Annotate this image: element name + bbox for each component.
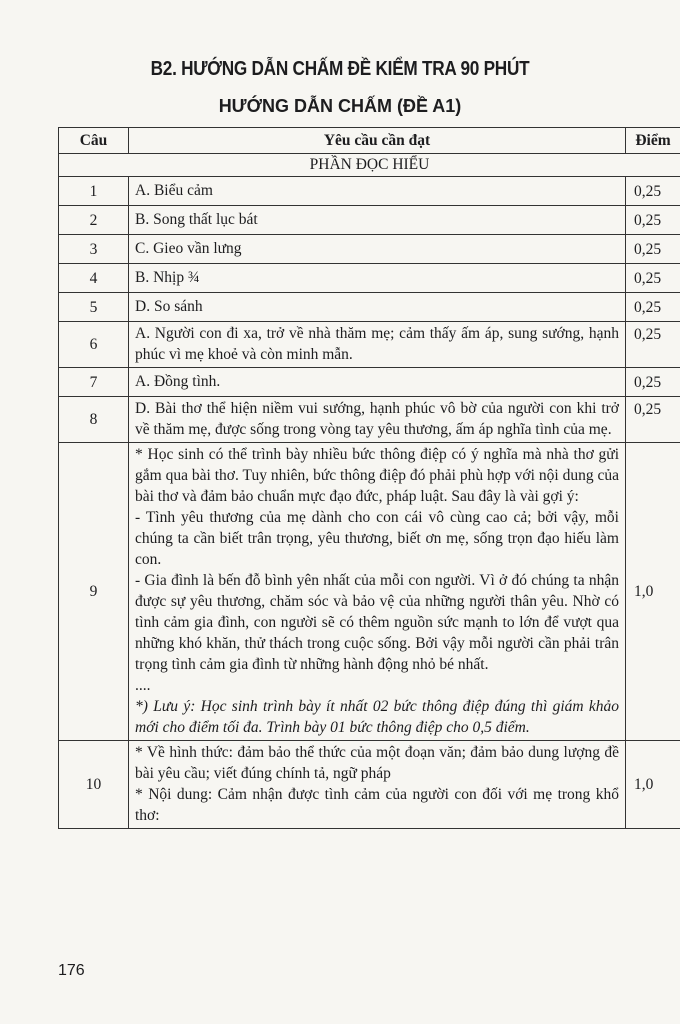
score: 0,25: [626, 177, 680, 206]
question-number: 9: [59, 443, 129, 741]
table-row: [59, 368, 680, 397]
header-diem: Điểm: [626, 128, 680, 154]
answer-text: [129, 741, 626, 829]
score: 0,25: [626, 397, 680, 443]
answer-text: A. Người con đi xa, trở về nhà thăm mẹ; cảm thấy ấm áp, sung sướng, hạnh phúc vì mẹ khoẻ và còn minh mẫn.: [129, 322, 626, 368]
table-row: [59, 293, 680, 322]
score: 0,25: [626, 264, 680, 293]
answer-text: B. Nhịp ¾: [129, 264, 626, 293]
answer-text: A. Đồng tình.: [129, 368, 626, 397]
answer-text: C. Gieo vần lưng: [129, 235, 626, 264]
score: 0,25: [626, 235, 680, 264]
page-subtitle: HƯỚNG DẪN CHẤM (ĐỀ A1): [218, 96, 462, 116]
page-title: B2. HƯỚNG DẪN CHẤM ĐỀ KIỂM TRA 90 PHÚT: [150, 58, 530, 80]
grading-note: *) Lưu ý: Học sinh trình bày ít nhất 02 bức thông điệp đúng thì giám khảo mới cho điểm tối đa. Trình bày 01 bức thông điệp cho 0,5 điểm.: [135, 698, 619, 736]
page-number: 176: [58, 962, 85, 979]
question-number: 2: [59, 206, 129, 235]
answer-paragraph: - Gia đình là bến đỗ bình yên nhất của mỗi con người. Vì ở đó chúng ta nhận được sự yêu thương, chăm sóc và bảo vệ của những người thân yêu. Nhờ có tình cảm gia đình, con người sẽ có thêm nguồn sức mạnh to lớn để vượt qua những khó khăn, thử thách trong cuộc sống. Bởi vậy mỗi người cần phải trân trọng tình cảm gia đình từ những hành động nhỏ bé nhất.: [135, 572, 619, 673]
score: 1,0: [626, 741, 680, 829]
score: 0,25: [626, 293, 680, 322]
answer-paragraph: - Tình yêu thương của mẹ dành cho con cái vô cùng cao cả; bởi vậy, mỗi chúng ta cần biết trân trọng, yêu thương, biết ơn mẹ, sống trọn đạo hiếu làm con.: [135, 509, 619, 568]
question-number: 7: [59, 368, 129, 397]
answer-paragraph: * Về hình thức: đảm bảo thể thức của một đoạn văn; đảm bảo dung lượng đề bài yêu cầu; viết đúng chính tả, ngữ pháp: [135, 744, 619, 782]
answer-paragraph: * Học sinh có thể trình bày nhiều bức thông điệp có ý nghĩa mà nhà thơ gửi gắm qua bài thơ. Tuy nhiên, bức thông điệp đó phải phù hợp với nội dung của bài thơ và đảm bảo chuẩn mực đạo đức, pháp luật. Sau đây là vài gợi ý:: [135, 446, 619, 505]
question-number: 8: [59, 397, 129, 443]
header-yeu-cau: Yêu cầu cần đạt: [129, 128, 626, 154]
question-number: 1: [59, 177, 129, 206]
table-row: [59, 322, 680, 368]
answer-paragraph: * Nội dung: Cảm nhận được tình cảm của người con đối với mẹ trong khổ thơ:: [135, 786, 619, 824]
score: 0,25: [626, 206, 680, 235]
table-row: [59, 235, 680, 264]
section-label: PHẦN ĐỌC HIỂU: [59, 154, 680, 177]
table-row: [59, 177, 680, 206]
answer-text: A. Biểu cảm: [129, 177, 626, 206]
question-number: 10: [59, 741, 129, 829]
table-header-row: [59, 128, 680, 154]
table-row: [59, 443, 680, 741]
answer-text: [129, 443, 626, 741]
answer-text: D. So sánh: [129, 293, 626, 322]
score: 1,0: [626, 443, 680, 741]
question-number: 4: [59, 264, 129, 293]
table-row: [59, 397, 680, 443]
answer-paragraph: ....: [135, 677, 151, 694]
section-row: [59, 154, 680, 177]
header-cau: Câu: [59, 128, 129, 154]
answer-text: D. Bài thơ thể hiện niềm vui sướng, hạnh phúc vô bờ của người con khi trở về thăm mẹ, được sống trong vòng tay yêu thương, ấm áp nghĩa tình của mẹ.: [129, 397, 626, 443]
question-number: 3: [59, 235, 129, 264]
question-number: 6: [59, 322, 129, 368]
score: 0,25: [626, 322, 680, 368]
score: 0,25: [626, 368, 680, 397]
answer-text: B. Song thất lục bát: [129, 206, 626, 235]
table-row: [59, 741, 680, 829]
table-row: [59, 264, 680, 293]
grading-table: [58, 127, 680, 829]
question-number: 5: [59, 293, 129, 322]
table-row: [59, 206, 680, 235]
